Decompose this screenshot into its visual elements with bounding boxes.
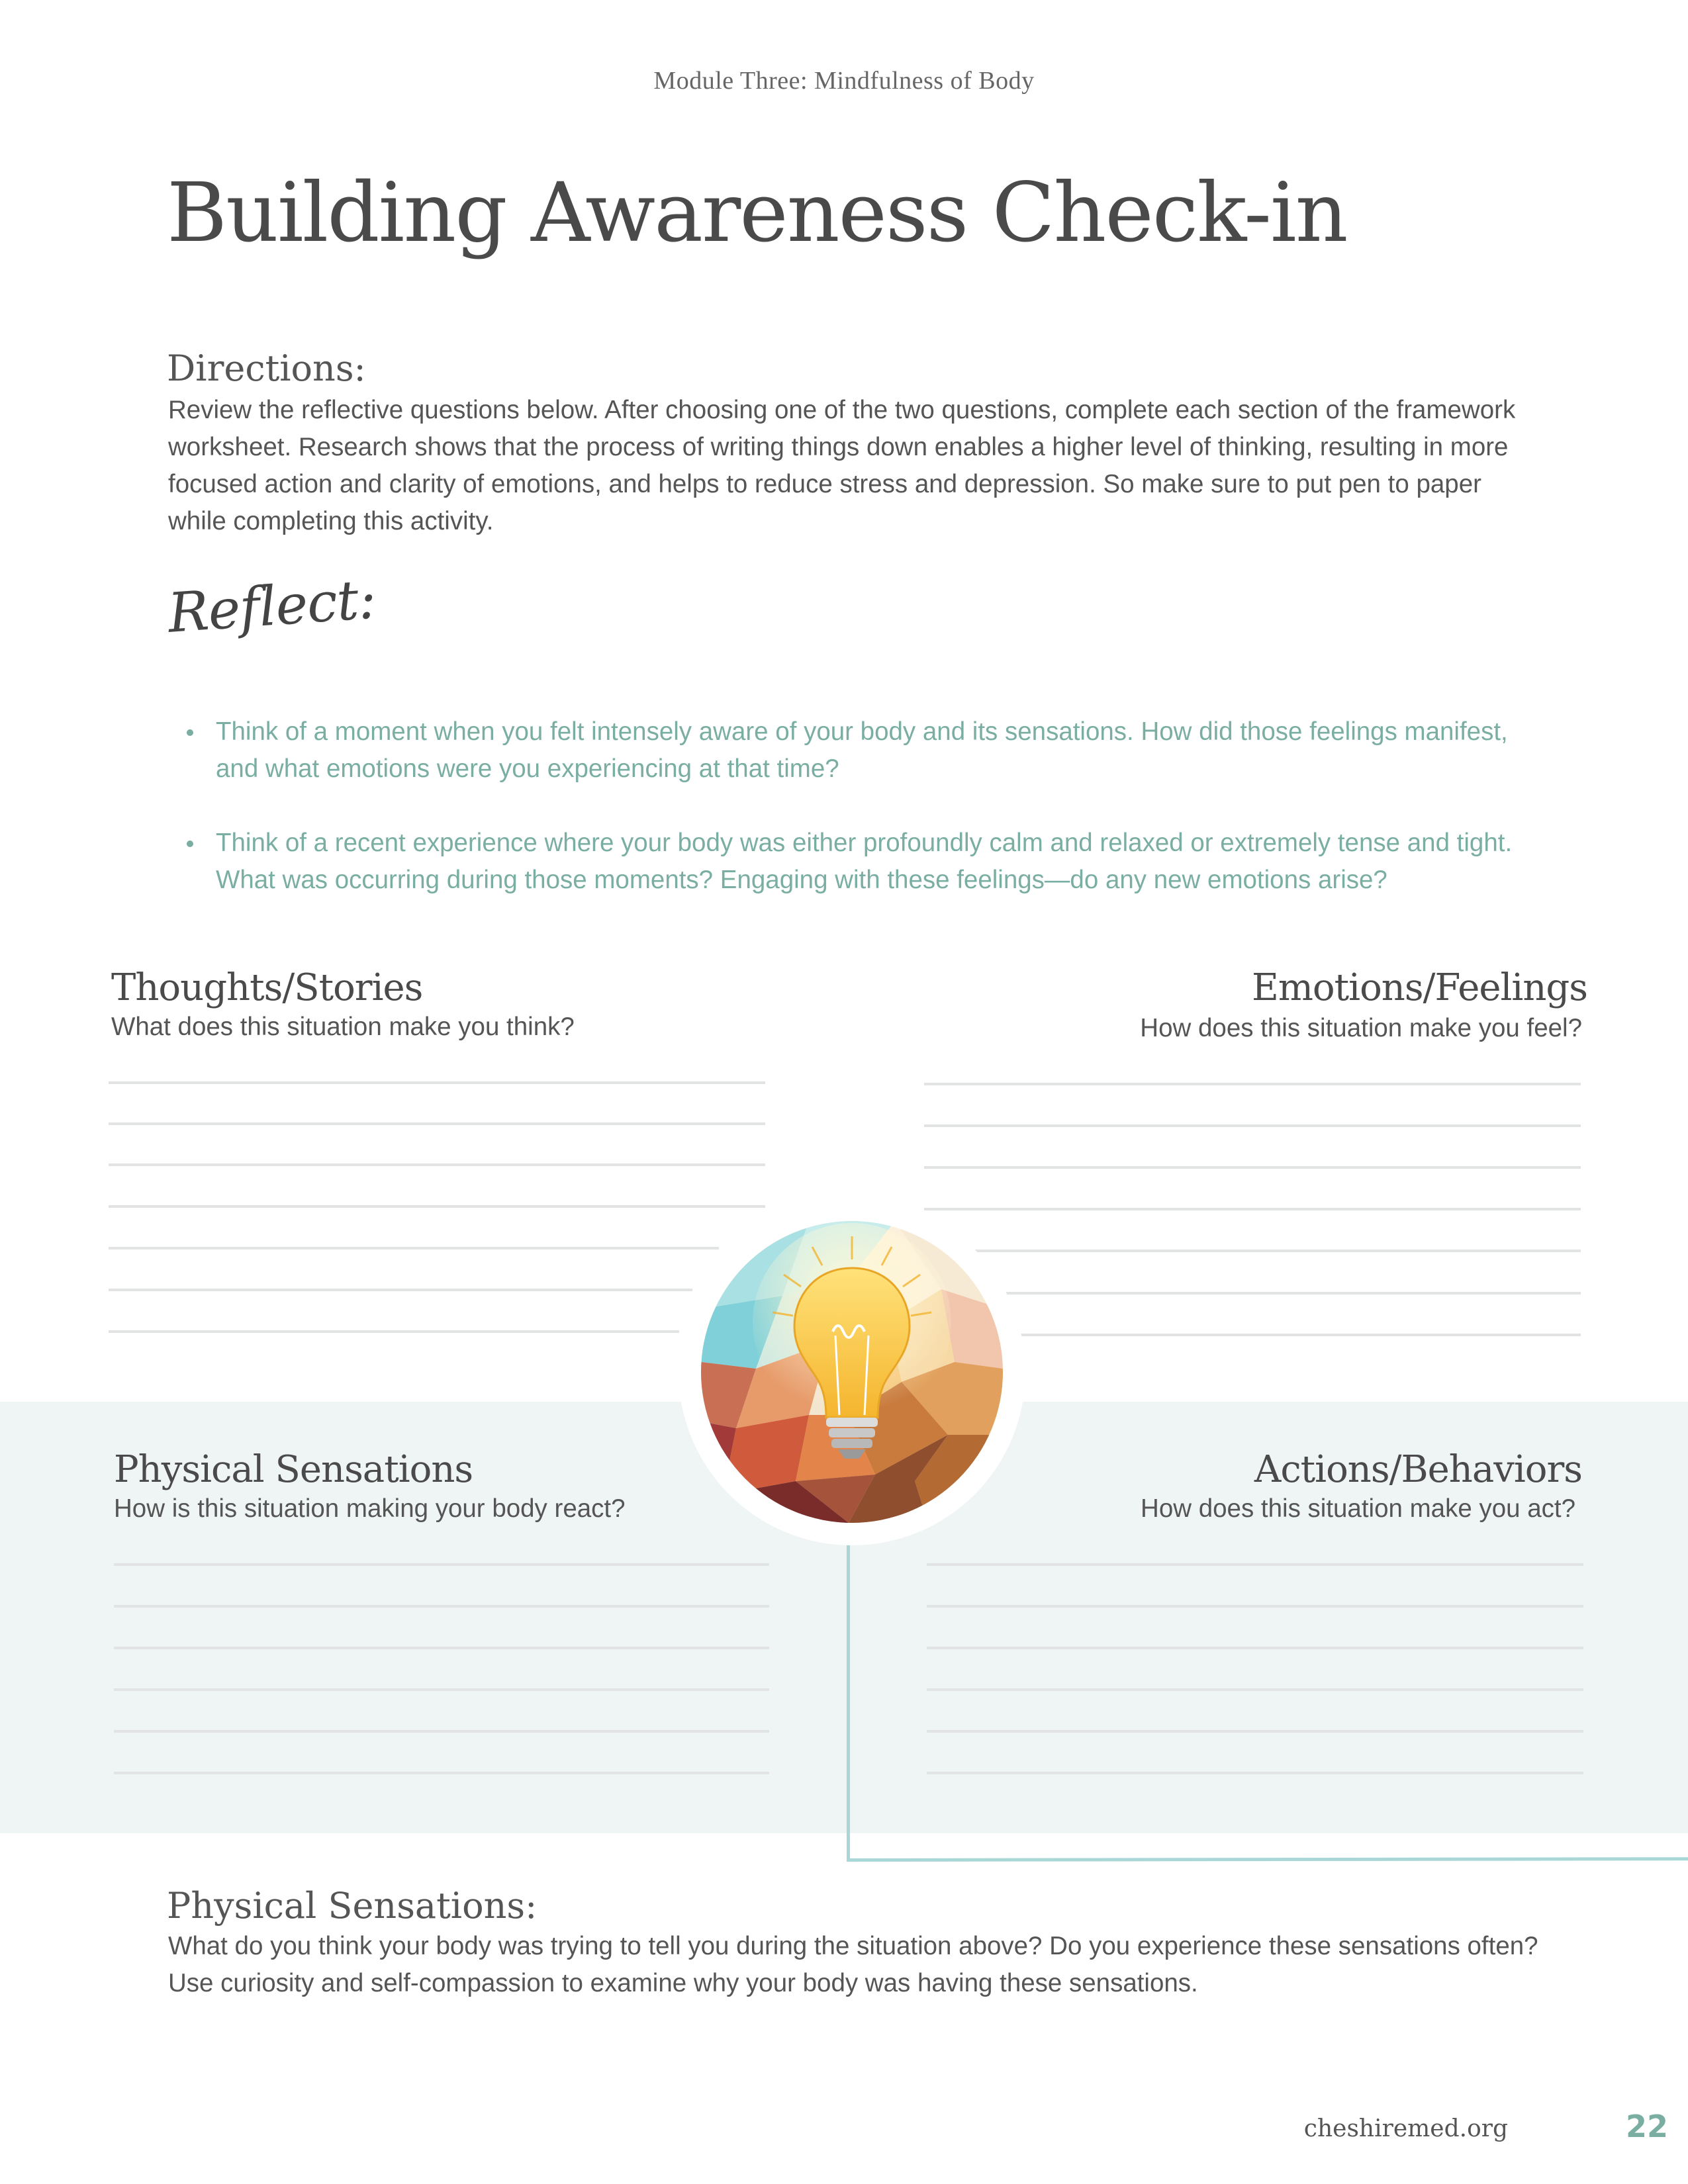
footer-website[interactable]: cheshiremed.org [1303,2115,1508,2142]
emotions-writing-line[interactable] [1000,1292,1581,1295]
directions-heading: Directions: [167,347,366,389]
physical-writing-line[interactable] [114,1563,769,1566]
page-title: Building Awareness Check-in [167,165,1347,261]
emotions-writing-line[interactable] [924,1083,1581,1085]
thoughts-writing-line[interactable] [109,1289,692,1291]
physical-writing-line[interactable] [114,1605,769,1608]
actions-title: Actions/Behaviors [1254,1448,1582,1491]
thoughts-writing-line[interactable] [109,1163,765,1166]
directions-body: Review the reflective questions below. After choosing one of the two questions, complete each section of the framework worksheet. Research shows that the process of writing things down enables a higher level of thinking, resulting in more focused action and clarity of emotions, and helps to reduce stress and depression. So make sure to put pen to paper while completing this activity. [168,396,1516,535]
reflect-heading: Reflect: [165,568,378,645]
actions-writing-line[interactable] [927,1688,1583,1691]
physical-writing-line[interactable] [114,1730,769,1733]
actions-writing-line[interactable] [927,1563,1583,1566]
actions-writing-line[interactable] [927,1605,1583,1608]
actions-writing-line[interactable] [927,1772,1583,1774]
physical-writing-line[interactable] [114,1772,769,1774]
physical-reflection-heading: Physical Sensations: [167,1885,538,1927]
lightbulb-emblem [677,1197,1027,1547]
reflect-question-2: Think of a recent experience where your body was either profoundly calm and relaxed or extremely tense and tight. What was occurring during those moments? Engaging with these feelings—do any new emotions arise? [179,825,1523,899]
physical-title: Physical Sensations [114,1448,473,1491]
thoughts-writing-line[interactable] [109,1330,679,1333]
emotions-writing-line[interactable] [973,1250,1581,1252]
thoughts-writing-line[interactable] [109,1247,719,1250]
thoughts-writing-line[interactable] [109,1205,765,1208]
physical-prompt: How is this situation making your body react? [114,1494,626,1523]
emotions-title: Emotions/Feelings [1251,966,1587,1009]
reflect-question-1: Think of a moment when you felt intensely aware of your body and its sensations. How did those feelings manifest, and what emotions were you experiencing at that time? [179,713,1523,788]
thoughts-prompt: What does this situation make you think? [111,1013,575,1041]
emotions-prompt: How does this situation make you feel? [1140,1014,1582,1042]
physical-reflection-body: What do you think your body was trying to tell you during the situation above? Do you experience these sensations often? Use curiosity and self-compassion to examine why your body was having these sensations. [168,1932,1538,1997]
module-header: Module Three: Mindfulness of Body [653,67,1035,95]
physical-writing-line[interactable] [114,1647,769,1649]
reflect-questions [179,713,1523,936]
page-number: 22 [1625,2109,1668,2144]
emotions-writing-line[interactable] [924,1124,1581,1127]
physical-writing-line[interactable] [114,1688,769,1691]
actions-writing-line[interactable] [927,1647,1583,1649]
emotions-writing-line[interactable] [1019,1334,1581,1336]
thoughts-writing-line[interactable] [109,1122,765,1125]
actions-prompt: How does this situation make you act? [1141,1494,1575,1523]
thoughts-writing-line[interactable] [109,1081,765,1084]
actions-writing-line[interactable] [927,1730,1583,1733]
lightbulb-icon [677,1197,1027,1547]
connector-line-horizontal [847,1857,1688,1862]
thoughts-title: Thoughts/Stories [111,966,423,1009]
emotions-writing-line[interactable] [924,1166,1581,1169]
